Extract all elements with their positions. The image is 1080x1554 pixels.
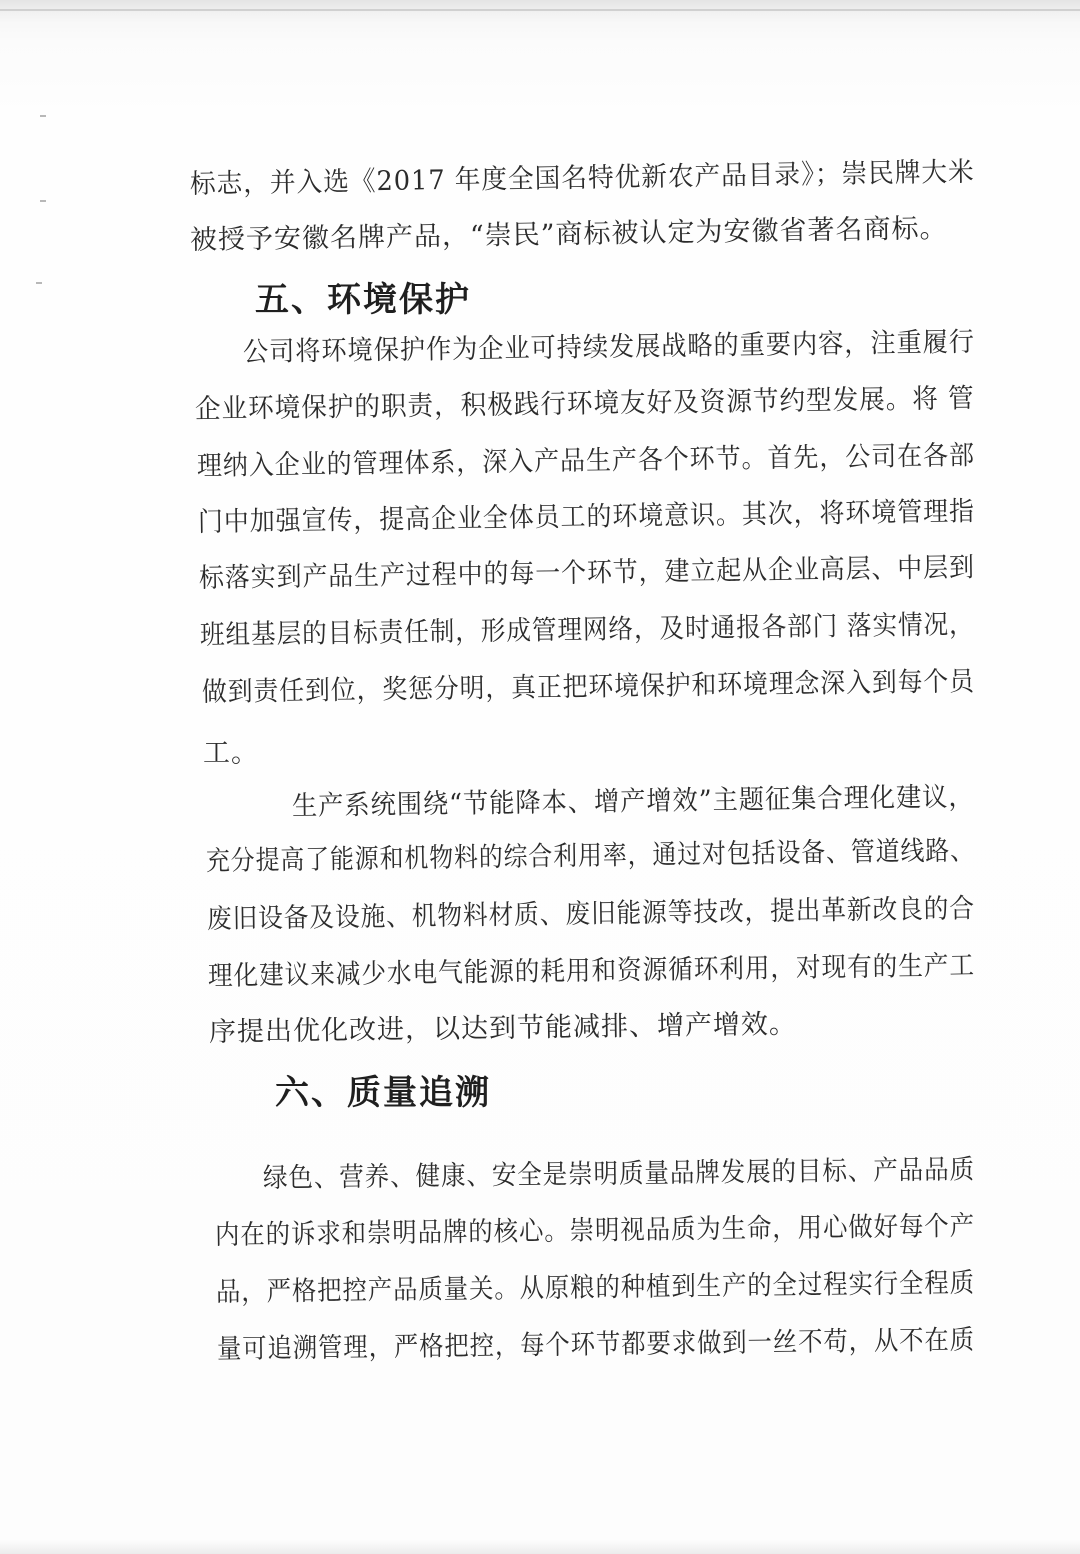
page-fold-line [0,9,1080,11]
section-heading-environment: 五、环境保护 [255,280,471,320]
paragraph-line: 做到责任到位，奖惩分明，真正把环境保护和环境理念深入到每个员 [201,666,976,708]
paragraph-line: 企业环境保护的职责，积极践行环境友好及资源节约型发展。将 管 [194,383,975,425]
paragraph-line: 内在的诉求和崇明品牌的核心。崇明视品质为生命，用心做好每个产 [214,1210,976,1251]
paragraph-line: 标落实到产品生产过程中的每一个环节，建立起从企业高层、中层到 [198,552,976,594]
paragraph-line: 绿色、营养、健康、安全是崇明质量品牌发展的目标、产品品质 [262,1154,976,1194]
paragraph-line: 生产系统围绕“节能降本、增产增效”主题征集合理化建议， [291,781,975,822]
paragraph-line: 工。 [203,738,259,769]
page-top-edge [0,0,1080,22]
paragraph-line: 班组基层的目标责任制，形成管理网络，及时通报各部门 落实情况， [199,609,975,651]
paragraph-line: 门中加强宣传，提高企业全体员工的环境意识。其次，将环境管理指 [197,496,976,538]
scan-speck [36,282,42,284]
section-heading-quality-traceability: 六、质量追溯 [275,1073,491,1113]
paragraph-line: 充分提高了能源和机物料的综合利用率，通过对包括设备、管道线路、 [205,835,976,877]
paragraph-line: 废旧设备及设施、机物料材质、废旧能源等技改，提出革新改良的合 [206,893,976,935]
scan-speck [40,200,46,202]
page-bottom-edge [0,1540,1080,1554]
paragraph-line: 序提出优化改进，以达到节能减排、增产增效。 [208,1008,798,1048]
continuation-line-2: 被授予安徽名牌产品，“崇民”商标被认定为安徽省著名商标。 [189,213,948,256]
paragraph-line: 公司将环境保护作为企业可持续发展战略的重要内容，注重履行 [242,326,976,368]
paragraph-line: 品，严格把控产品质量关。从原粮的种植到生产的全过程实行全程质 [215,1267,976,1308]
continuation-line-1: 标志，并入选《2017 年度全国名特优新农产品目录》；崇民牌大米 [189,156,975,200]
paragraph-line: 理化建议来减少水电气能源的耗用和资源循环利用，对现有的生产工 [207,950,976,992]
paragraph-line: 理纳入企业的管理体系，深入产品生产各个环节。首先，公司在各部 [196,440,976,482]
scan-speck [40,115,46,117]
paragraph-line: 量可追溯管理，严格把控，每个环节都要求做到一丝不苟，从不在质 [216,1324,976,1365]
